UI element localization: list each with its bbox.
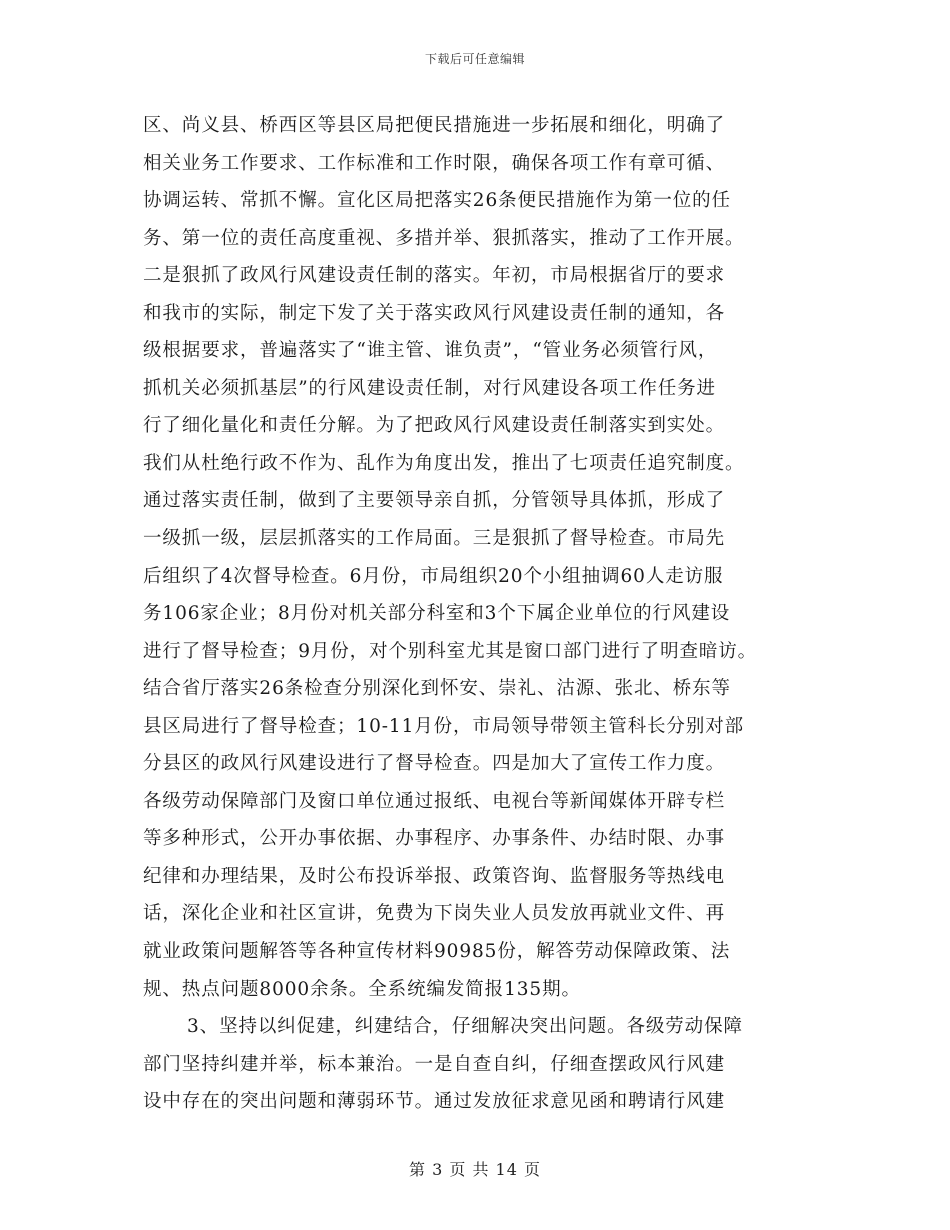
text-line: 县区局进行了督导检查；10-11月份，市局领导带领主管科长分别对部 [143, 715, 745, 737]
text-line: 结合省厅落实26条检查分别深化到怀安、崇礼、沽源、张北、桥东等 [143, 678, 731, 700]
text-line: 设中存在的突出问题和薄弱环节。通过发放征求意见函和聘请行风建 [143, 1091, 726, 1113]
text-line: 二是狠抓了政风行风建设责任制的落实。年初，市局根据省厅的要求 [143, 265, 726, 287]
document-body [143, 107, 823, 1121]
text-line: 后组织了4次督导检查。6月份，市局组织20个小组抽调60人走访服 [143, 565, 724, 587]
text-line: 行了细化量化和责任分解。为了把政风行风建设责任制落实到实处。 [143, 415, 726, 437]
text-line: 务106家企业；8月份对机关部分科室和3个下属企业单位的行风建设 [143, 603, 731, 625]
text-line: 纪律和办理结果，及时公布投诉举报、政策咨询、监督服务等热线电 [143, 865, 726, 887]
page-number-footer: 第 3 页 共 14 页 [409, 1160, 541, 1179]
text-line: 一级抓一级，层层抓落实的工作局面。三是狠抓了督导检查。市局先 [143, 528, 726, 550]
text-line: 规、热点问题8000余条。全系统编发简报135期。 [143, 978, 581, 1000]
text-line: 级根据要求，普遍落实了“谁主管、谁负责”，“管业务必须管行风， [143, 340, 718, 362]
text-line: 相关业务工作要求、工作标准和工作时限，确保各项工作有章可循、 [143, 152, 726, 174]
text-line: 等多种形式，公开办事依据、办事程序、办事条件、办结时限、办事 [143, 828, 726, 850]
text-line: 抓机关必须抓基层”的行风建设责任制，对行风建设各项工作任务进 [143, 377, 716, 399]
text-line: 分县区的政风行风建设进行了督导检查。四是加大了宣传工作力度。 [143, 753, 726, 775]
text-line: 话，深化企业和社区宣讲，免费为下岗失业人员发放再就业文件、再 [143, 903, 726, 925]
text-line: 进行了督导检查；9月份，对个别科室尤其是窗口部门进行了明查暗访。 [143, 640, 758, 662]
text-line: 和我市的实际，制定下发了关于落实政风行风建设责任制的通知，各 [143, 302, 726, 324]
text-line: 我们从杜绝行政不作为、乱作为角度出发，推出了七项责任追究制度。 [143, 452, 745, 474]
text-line: 部门坚持纠建并举，标本兼治。一是自查自纠，仔细查摆政风行风建 [143, 1053, 726, 1075]
text-line: 通过落实责任制，做到了主要领导亲自抓，分管领导具体抓，形成了 [143, 490, 726, 512]
page-header: 下载后可任意编辑 [424, 52, 525, 66]
paragraph-first-line: 3、坚持以纠促建，纠建结合，仔细解决突出问题。各级劳动保障 [187, 1016, 743, 1038]
text-line: 各级劳动保障部门及窗口单位通过报纸、电视台等新闻媒体开辟专栏 [143, 790, 726, 812]
text-line: 务、第一位的责任高度重视、多措并举、狠抓落实，推动了工作开展。 [143, 227, 745, 249]
text-line: 区、尚义县、桥西区等县区局把便民措施进一步拓展和细化，明确了 [143, 115, 726, 136]
text-line: 协调运转、常抓不懈。宣化区局把落实26条便民措施作为第一位的任 [143, 190, 731, 212]
text-line: 就业政策问题解答等各种宣传材料90985份，解答劳动保障政策、法 [143, 941, 731, 963]
